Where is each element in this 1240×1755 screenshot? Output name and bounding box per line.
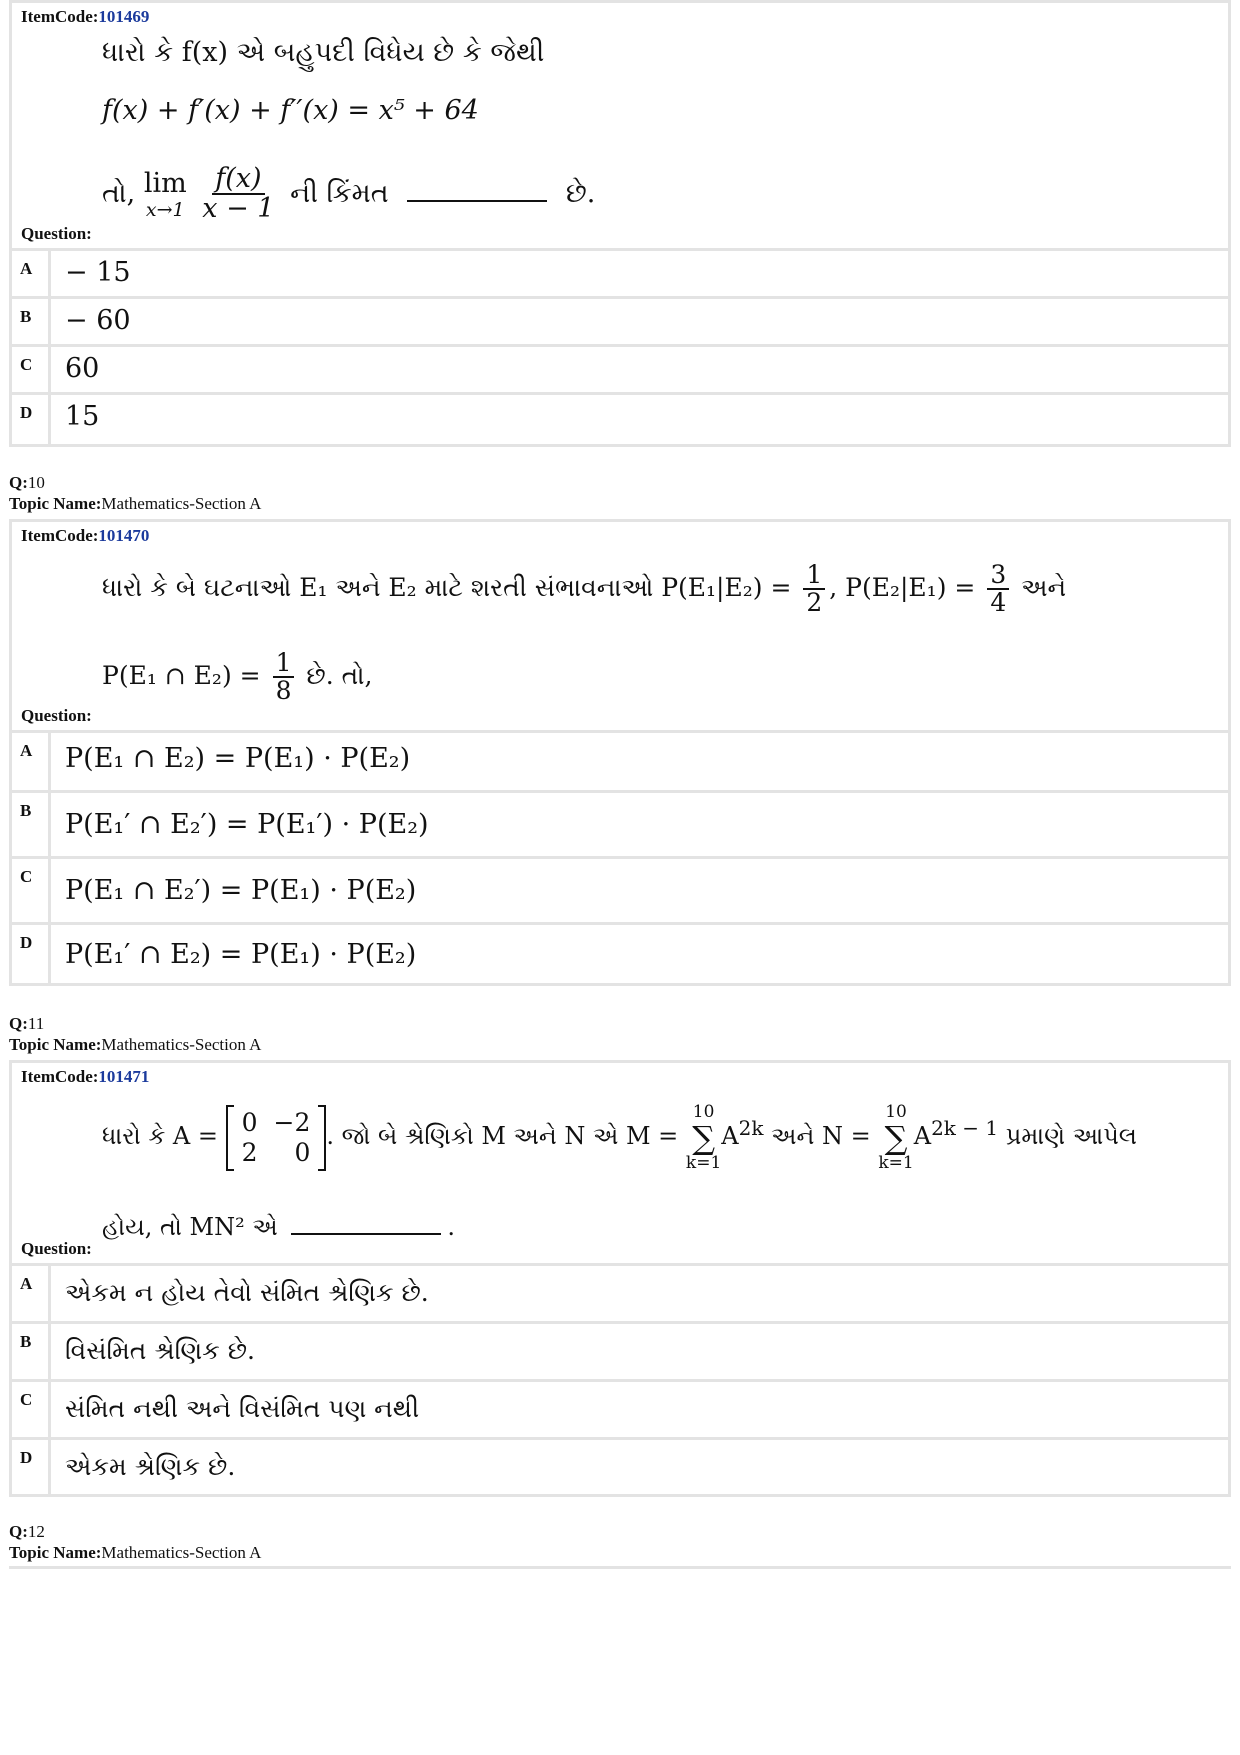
fraction — [199, 165, 277, 224]
option-b[interactable] — [12, 299, 1228, 347]
option-a[interactable] — [12, 251, 1228, 299]
q-number: 10 — [27, 473, 45, 492]
sum-exponent: 2k − 1 — [931, 1116, 999, 1141]
item-code-label: ItemCode: — [21, 1067, 99, 1086]
lim-label: lim — [143, 167, 187, 199]
topic-name — [9, 493, 261, 514]
question-text-line1: ધારો કે f(x) એ બહુપદી વિધેય છે કે જેથી — [102, 37, 545, 68]
option-value: 60 — [65, 353, 100, 384]
text-given: પ્રમાણે આપેલ — [1005, 1122, 1137, 1151]
item-code — [21, 1067, 149, 1087]
item-code-value: 101469 — [98, 7, 150, 26]
sum-term: A — [721, 1122, 739, 1151]
option-a[interactable] — [12, 1266, 1228, 1324]
topic-value: Mathematics-Section A — [101, 1035, 262, 1054]
matrix-cell: 0 — [241, 1107, 258, 1137]
text-period: . — [447, 1213, 455, 1241]
question-equation — [102, 95, 479, 126]
answer-blank — [291, 1233, 441, 1235]
fraction-three-quarters — [987, 562, 1009, 617]
option-letter: C — [12, 1382, 51, 1437]
question-number — [9, 1521, 261, 1542]
fraction-numerator: 1 — [273, 650, 295, 678]
option-c[interactable] — [12, 1382, 1228, 1440]
fraction-denominator: 8 — [275, 676, 292, 706]
option-letter: A — [12, 251, 51, 296]
option-letter: C — [12, 347, 51, 392]
option-value: P(E₁′ ∩ E₂′) = P(E₁′) · P(E₂) — [65, 809, 429, 840]
question-card-101471 — [9, 1060, 1231, 1497]
option-b[interactable] — [12, 793, 1228, 859]
sigma-icon: ∑ — [884, 1118, 908, 1157]
option-d[interactable] — [12, 1440, 1228, 1497]
sum-lower-limit: k=1 — [685, 1152, 722, 1173]
option-letter: D — [12, 1440, 51, 1497]
question-meta-12 — [9, 1521, 261, 1563]
text-and-n: અને N = — [771, 1122, 871, 1151]
question-label: Question: — [21, 224, 92, 243]
text-value-of: ની કિંમત — [290, 177, 389, 209]
summation-n — [878, 1103, 913, 1172]
item-code-value: 101470 — [98, 526, 150, 545]
limit-expression — [144, 168, 187, 221]
fraction-numerator: 1 — [803, 562, 825, 590]
item-code — [21, 7, 149, 27]
item-code-value: 101471 — [98, 1067, 150, 1086]
q-label: Q: — [9, 1014, 28, 1033]
topic-value: Mathematics-Section A — [101, 494, 262, 513]
option-value: P(E₁ ∩ E₂′) = P(E₁) · P(E₂) — [65, 875, 417, 906]
text-then: તો, — [102, 177, 136, 209]
question-stem — [12, 3, 1228, 251]
q-number: 11 — [27, 1014, 45, 1033]
matrix-cell: 2 — [241, 1137, 258, 1167]
question-card-101469 — [9, 0, 1231, 447]
item-code-label: ItemCode: — [21, 7, 99, 26]
text-then: છે. તો, — [306, 660, 373, 690]
sigma-icon: ∑ — [692, 1118, 716, 1157]
topic-label: Topic Name: — [9, 1543, 102, 1562]
option-letter: B — [12, 299, 51, 344]
text-second-probability: , P(E₂|E₁) = — [829, 572, 976, 602]
question-meta-10 — [9, 472, 261, 514]
text-is: છે. — [565, 177, 596, 209]
summation-m — [686, 1103, 721, 1172]
q-number: 12 — [27, 1522, 45, 1541]
topic-name — [9, 1034, 261, 1055]
card-top-border — [9, 1566, 1231, 1569]
item-code-label: ItemCode: — [21, 526, 99, 545]
equation-text: f(x) + f′(x) + f′′(x) = x⁵ + 64 — [102, 95, 479, 126]
matrix-left-bracket — [226, 1105, 234, 1171]
question-card-101470 — [9, 519, 1231, 986]
topic-value: Mathematics-Section A — [101, 1543, 262, 1562]
question-stem — [12, 1063, 1228, 1266]
question-number — [9, 1013, 261, 1034]
option-value: P(E₁′ ∩ E₂) = P(E₁) · P(E₂) — [65, 939, 417, 970]
question-meta-11 — [9, 1013, 261, 1055]
text-then-mn2: હોય, તો MN² એ — [102, 1213, 278, 1241]
option-letter: A — [12, 733, 51, 790]
option-c[interactable] — [12, 859, 1228, 925]
sum-lower-limit: k=1 — [878, 1152, 914, 1173]
question-label: Question: — [21, 1239, 92, 1258]
option-d[interactable] — [12, 395, 1228, 444]
question-stem — [12, 522, 1228, 733]
question-text-line1 — [102, 1103, 1137, 1172]
matrix-cell: 0 — [294, 1137, 311, 1167]
question-text-line3 — [102, 165, 595, 224]
option-d[interactable] — [12, 925, 1228, 986]
fraction-numerator: 3 — [987, 562, 1009, 590]
q-label: Q: — [9, 1522, 28, 1541]
question-text-line1 — [102, 562, 1066, 617]
lim-subscript: x→1 — [145, 198, 185, 221]
sum-upper-limit: 10 — [692, 1102, 715, 1122]
text-let-a: ધારો કે A = — [102, 1122, 218, 1151]
question-number — [9, 472, 261, 493]
text-intersection: P(E₁ ∩ E₂) = — [102, 660, 261, 690]
sum-term: A — [913, 1122, 932, 1151]
question-text-line2 — [102, 1213, 455, 1241]
option-letter: B — [12, 1324, 51, 1379]
text-matrices-m-n: . જો બે શ્રેણિકો M અને N એ M = — [326, 1122, 679, 1151]
option-value: એકમ શ્રેણિક છે. — [65, 1452, 236, 1481]
option-value: 15 — [65, 401, 100, 432]
option-letter: D — [12, 395, 51, 444]
fraction-numerator: f(x) — [212, 165, 264, 195]
option-value: વિસંમિત શ્રેણિક છે. — [65, 1336, 255, 1365]
topic-name — [9, 1542, 261, 1563]
text-conditional-probabilities: ધારો કે બે ઘટનાઓ E₁ અને E₂ માટે શરતી સંભાવનાઓ P(E₁|E₂) = — [102, 572, 792, 602]
fraction-denominator: x − 1 — [202, 193, 275, 225]
fraction-denominator: 2 — [806, 588, 823, 618]
option-a[interactable] — [12, 733, 1228, 793]
matrix-entries — [234, 1108, 319, 1168]
option-letter: C — [12, 859, 51, 922]
text-and: અને — [1021, 572, 1067, 602]
sum-upper-limit: 10 — [885, 1102, 907, 1122]
fraction-denominator: 4 — [990, 588, 1007, 618]
option-value: P(E₁ ∩ E₂) = P(E₁) · P(E₂) — [65, 743, 411, 774]
q-label: Q: — [9, 473, 28, 492]
sum-exponent: 2k — [738, 1116, 764, 1141]
option-value: − 60 — [65, 305, 131, 336]
fraction-half — [803, 562, 825, 617]
topic-label: Topic Name: — [9, 1035, 102, 1054]
matrix-cell: −2 — [273, 1107, 311, 1137]
option-letter: B — [12, 793, 51, 856]
fraction-eighth — [273, 650, 295, 705]
option-b[interactable] — [12, 1324, 1228, 1382]
option-c[interactable] — [12, 347, 1228, 395]
item-code — [21, 526, 149, 546]
topic-label: Topic Name: — [9, 494, 102, 513]
option-letter: A — [12, 1266, 51, 1321]
option-value: એકમ ન હોય તેવો સંમિત શ્રેણિક છે. — [65, 1278, 429, 1307]
option-letter: D — [12, 925, 51, 986]
matrix-a — [226, 1105, 327, 1171]
question-text-line2 — [102, 650, 372, 705]
option-value: સંમિત નથી અને વિસંમિત પણ નથી — [65, 1394, 420, 1423]
option-value: − 15 — [65, 257, 131, 288]
answer-blank — [407, 200, 547, 202]
question-label: Question: — [21, 706, 92, 725]
